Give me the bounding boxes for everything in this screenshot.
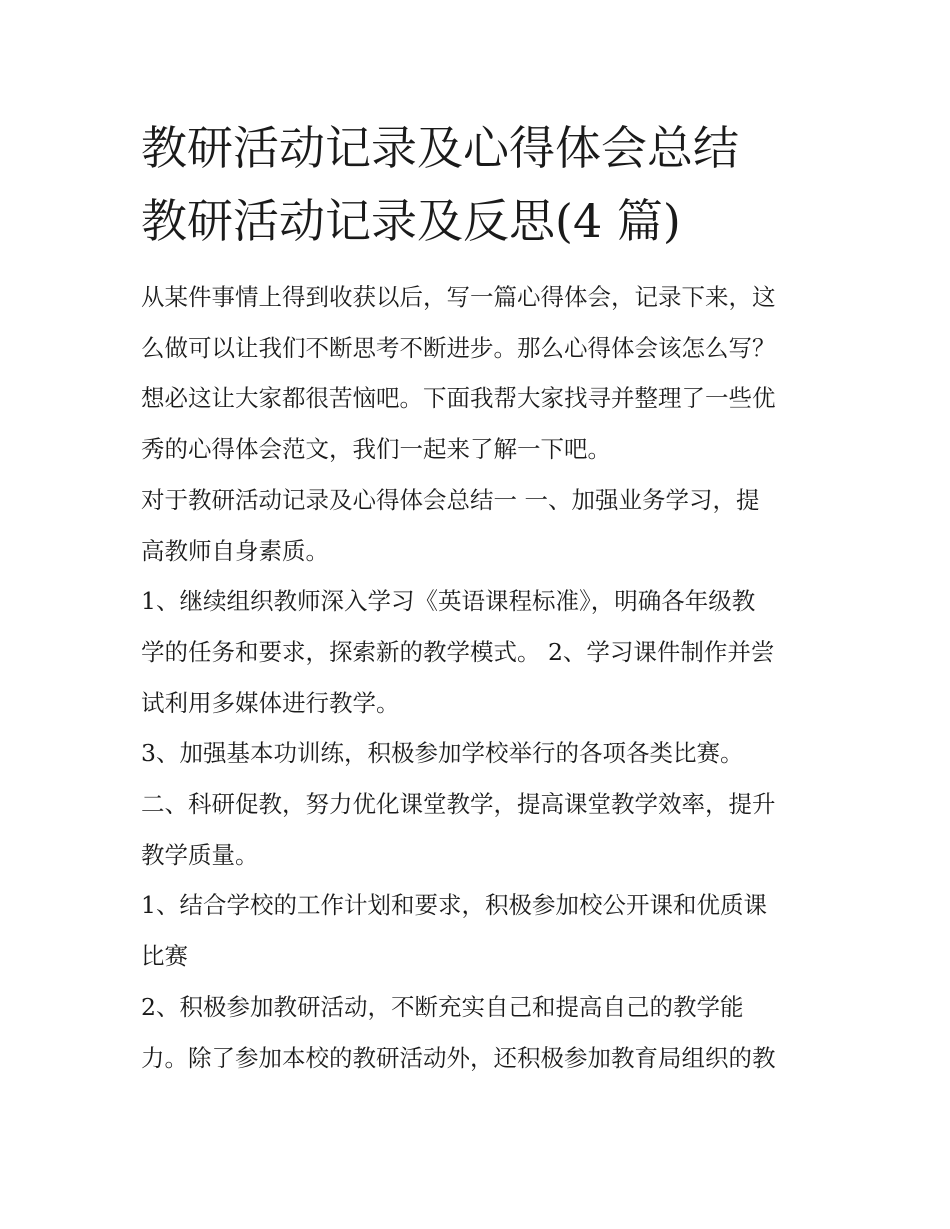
paragraph-item-2-2 bbox=[141, 982, 821, 1083]
paragraph-item-1-3 bbox=[141, 728, 821, 779]
title-line-2: 教研活动记录及反思(4 篇) bbox=[141, 194, 681, 248]
text-line: 力。除了参加本校的教研活动外，还积极参加教育局组织的教 bbox=[141, 1043, 776, 1072]
paragraph-item-2-1 bbox=[141, 880, 821, 981]
document-content bbox=[141, 112, 821, 1083]
text-line: 从某件事情上得到收获以后，写一篇心得体会，记录下来，这 bbox=[141, 283, 776, 311]
document-title bbox=[141, 112, 821, 258]
paragraph-section-2-heading bbox=[141, 779, 821, 880]
text-line: 么做可以让我们不断思考不断进步。那么心得体会该怎么写？ bbox=[141, 333, 776, 362]
text-line: 试利用多媒体进行教学。 bbox=[141, 688, 400, 717]
text-line: 秀的心得体会范文，我们一起来了解一下吧。 bbox=[141, 435, 611, 464]
text-line: 对于教研活动记录及心得体会总结一 一、加强业务学习，提 bbox=[141, 485, 760, 514]
paragraph-intro bbox=[141, 272, 821, 475]
text-line: 二、科研促教，努力优化课堂教学，提高课堂教学效率，提升 bbox=[141, 790, 776, 819]
text-line: 1、继续组织教师深入学习《英语课程标准》，明确各年级教 bbox=[141, 587, 756, 616]
paragraph-item-1-1 bbox=[141, 576, 821, 728]
text-line: 学的任务和要求，探索新的教学模式。 2、学习课件制作并尝 bbox=[141, 637, 775, 666]
text-line: 高教师自身素质。 bbox=[141, 536, 329, 565]
paragraph-section-1-heading bbox=[141, 475, 821, 576]
text-line: 比赛 bbox=[141, 942, 188, 971]
text-line: 想必这让大家都很苦恼吧。下面我帮大家找寻并整理了一些优 bbox=[141, 384, 776, 413]
text-line: 2、积极参加教研活动，不断充实自己和提高自己的教学能 bbox=[141, 992, 744, 1021]
text-line: 1、结合学校的工作计划和要求，积极参加校公开课和优质课 bbox=[141, 891, 767, 920]
title-line-1: 教研活动记录及心得体会总结 bbox=[141, 121, 739, 175]
text-line: 教学质量。 bbox=[141, 840, 259, 869]
text-line: 3、加强基本功训练，积极参加学校举行的各项各类比赛。 bbox=[141, 739, 744, 768]
document-body bbox=[141, 272, 821, 1083]
